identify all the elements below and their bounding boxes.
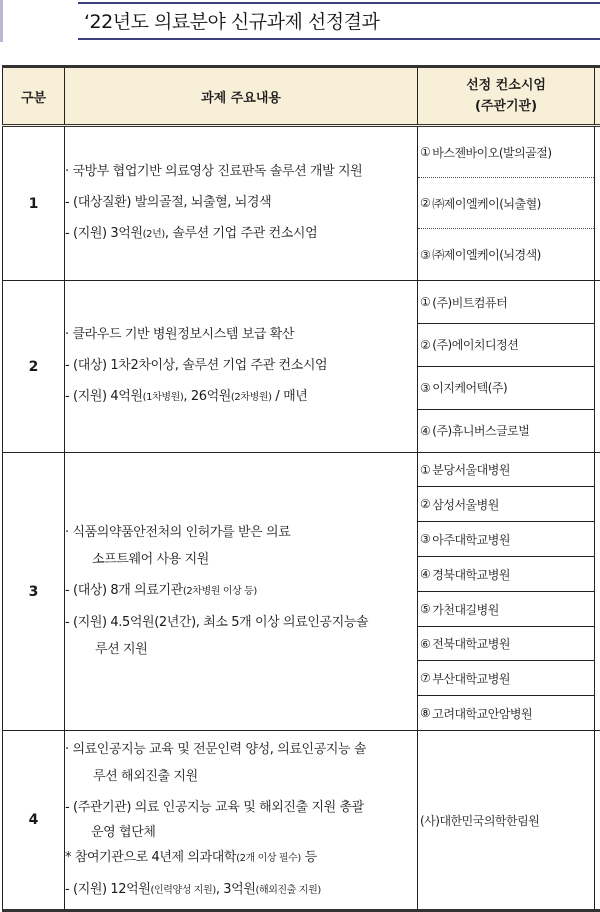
consortium-name: 분당서울대병원	[432, 461, 510, 478]
header-consortium	[418, 67, 595, 126]
content-line: - (지원) 4.5억원(2년간), 최소 5개 이상 의료인공지능솔	[65, 613, 417, 633]
consortium-name: (사)대한민국의학한림원	[420, 812, 539, 829]
consortium-name: 고려대학교안암병원	[432, 705, 532, 722]
content-line: - (주관기관) 의료 인공지능 교육 및 해외진출 지원 총괄	[65, 798, 417, 818]
header-extra	[595, 67, 600, 126]
table-header-row	[3, 67, 600, 126]
content-text: - (대상) 8개 의료기관	[65, 583, 183, 598]
header-consortium-line1: 선정 컨소시엄	[418, 75, 594, 96]
consortium-item	[418, 661, 594, 696]
number-marker: ⑦	[420, 671, 430, 685]
consortium-name: (주)에이치디정션	[432, 336, 518, 353]
extra-column-cell	[595, 126, 600, 281]
content-text: * 참여기관으로 4년제 의과대학	[65, 850, 236, 865]
consortium-name: 아주대학교병원	[432, 531, 510, 548]
consortium-item	[418, 453, 594, 487]
consortium-item	[418, 229, 594, 280]
content-text: , 3억원	[216, 882, 256, 897]
number-marker: ③	[420, 381, 430, 395]
consortium-item	[418, 324, 594, 367]
row-content	[65, 453, 418, 731]
table-row	[3, 731, 600, 911]
consortium-list	[418, 126, 595, 281]
content-line	[65, 224, 417, 245]
number-marker: ②	[420, 196, 430, 210]
content-line: 루션 지원	[65, 640, 417, 660]
number-marker: ②	[420, 497, 430, 511]
row-content	[65, 126, 418, 281]
consortium-name: 전북대학교병원	[432, 635, 510, 652]
table-row	[3, 453, 600, 731]
content-line	[65, 880, 417, 901]
content-text: - (지원) 4억원	[65, 389, 143, 404]
consortium-item	[418, 592, 594, 627]
content-note: (2개 이상 필수)	[236, 853, 301, 864]
content-text: 등	[301, 850, 317, 865]
content-line: · 국방부 협업기반 의료영상 진료판독 솔루션 개발 지원	[65, 162, 417, 182]
number-marker: ①	[420, 463, 430, 477]
consortium-name: 삼성서울병원	[432, 496, 499, 513]
content-text: , 솔루션 기업 주관 컨소시엄	[165, 226, 317, 241]
number-marker: ①	[420, 145, 430, 159]
header-content: 과제 주요내용	[65, 67, 418, 126]
consortium-name: ㈜제이엘케이(뇌경색)	[432, 246, 541, 263]
content-line	[65, 848, 417, 869]
content-line: 운영 협단체	[65, 823, 417, 843]
consortium-list	[418, 731, 595, 911]
content-note: (2년)	[143, 229, 165, 240]
consortium-name: 가천대길병원	[432, 601, 499, 618]
row-number: 3	[3, 453, 65, 731]
consortium-name: 부산대학교병원	[432, 670, 510, 687]
consortium-item	[418, 731, 594, 909]
row-content	[65, 731, 418, 911]
number-marker: ①	[420, 295, 430, 309]
table-row	[3, 281, 600, 453]
number-marker: ④	[420, 567, 430, 581]
consortium-item	[418, 522, 594, 557]
extra-column-cell	[595, 281, 600, 453]
header-consortium-line2: (주관기관)	[418, 96, 594, 117]
content-line: · 클라우드 기반 병원정보시스템 보급 확산	[65, 325, 417, 345]
page-title: ‘22년도 의료분야 신규과제 선정결과	[84, 7, 379, 34]
consortium-item	[418, 410, 594, 452]
consortium-item	[418, 696, 594, 730]
content-line: - (대상질환) 발의골절, 뇌출혈, 뇌경색	[65, 193, 417, 213]
title-banner	[78, 2, 600, 40]
content-text: - (지원) 3억원	[65, 226, 143, 241]
content-line	[65, 387, 417, 408]
content-line: 루션 해외진출 지원	[65, 767, 417, 787]
row-number: 2	[3, 281, 65, 453]
number-marker: ③	[420, 532, 430, 546]
content-note: (인력양성 지원)	[150, 885, 215, 896]
consortium-item	[418, 557, 594, 592]
header-category: 구분	[3, 67, 65, 126]
content-line: - (대상) 1차2차이상, 솔루션 기업 주관 컨소시엄	[65, 356, 417, 376]
consortium-list	[418, 453, 595, 731]
results-table	[2, 65, 600, 912]
content-text: - (지원) 12억원	[65, 882, 150, 897]
number-marker: ②	[420, 338, 430, 352]
consortium-item	[418, 127, 594, 178]
consortium-name: ㈜제이엘케이(뇌출혈)	[432, 195, 541, 212]
consortium-item	[418, 627, 594, 661]
consortium-name: (주)비트컴퓨터	[432, 294, 507, 311]
consortium-item	[418, 178, 594, 229]
consortium-name: (주)휴니버스글로벌	[432, 422, 529, 439]
extra-column-cell	[595, 731, 600, 911]
row-number: 1	[3, 126, 65, 281]
number-marker: ⑥	[420, 637, 430, 651]
number-marker: ⑤	[420, 602, 430, 616]
content-line: · 식품의약품안전처의 인허가를 받은 의료	[65, 523, 417, 543]
consortium-item	[418, 367, 594, 410]
content-text: / 매년	[272, 389, 308, 404]
consortium-list	[418, 281, 595, 453]
consortium-name: 이지케어텍(주)	[432, 379, 507, 396]
content-line: 소프트웨어 사용 지원	[65, 550, 417, 570]
consortium-name: 바스젠바이오(발의골절)	[432, 144, 551, 161]
row-number: 4	[3, 731, 65, 911]
content-line	[65, 581, 417, 602]
consortium-name: 경북대학교병원	[432, 566, 510, 583]
content-line: · 의료인공지능 교육 및 전문인력 양성, 의료인공지능 솔	[65, 740, 417, 760]
content-note: (2차병원 이상 등)	[183, 586, 257, 597]
consortium-item	[418, 487, 594, 522]
number-marker: ④	[420, 424, 430, 438]
content-note: (1차병원)	[143, 392, 184, 403]
number-marker: ③	[420, 248, 430, 262]
content-note: (2차병원)	[231, 392, 272, 403]
row-content	[65, 281, 418, 453]
table-row	[3, 126, 600, 281]
content-text: , 26억원	[183, 389, 231, 404]
number-marker: ⑧	[420, 706, 430, 720]
left-edge-strip	[0, 0, 3, 42]
consortium-item	[418, 282, 594, 324]
content-note: (해외진출 지원)	[255, 885, 320, 896]
extra-column-cell	[595, 453, 600, 731]
